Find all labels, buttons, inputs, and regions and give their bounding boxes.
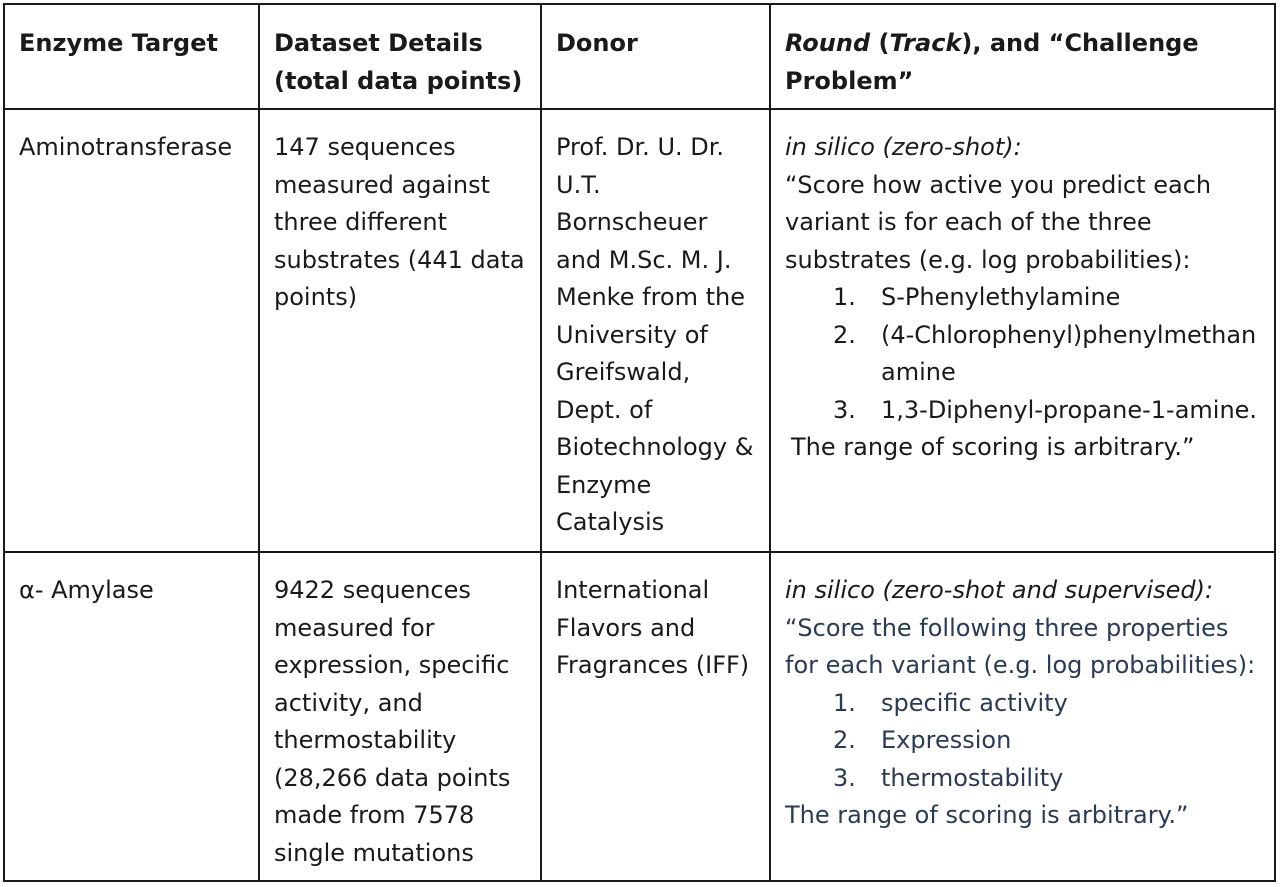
enzyme-cell [4,109,259,552]
list-item [785,722,1262,760]
list-number: 1. [833,283,856,311]
challenge-content [771,110,1274,475]
challenge-table [3,3,1276,882]
list-text: S-Phenylethylamine [881,283,1121,311]
list-item [785,279,1262,317]
challenge-intro: “Score how active you predict each variant is for each of the three substrates (e.g. log probabilities): [785,170,1212,274]
details-cell [259,552,541,881]
header-donor [541,4,770,109]
property-list [785,685,1262,798]
header-dataset-details-text: Dataset Details (total data points) [274,29,523,95]
header-challenge-problem: ), and “Challenge Problem” [785,29,1199,95]
list-number: 3. [833,763,856,792]
header-enzyme-target [4,4,259,109]
enzyme-name: Aminotransferase [19,133,233,161]
table-row [4,552,1275,881]
challenge-intro: “Score the following three properties for each variant (e.g. log probabilities): [785,613,1256,679]
enzyme-cell [4,552,259,881]
header-round-track-text [771,5,1274,108]
enzyme-name: α- Amylase [19,576,154,604]
challenge-closing: The range of scoring is arbitrary.” [785,801,1189,829]
list-text: 1,3-Diphenyl-propane-1-amine. [881,395,1258,424]
list-number: 1. [833,688,856,717]
list-text: Expression [881,726,1012,754]
challenge-closing: The range of scoring is arbitrary.” [791,433,1195,461]
list-number: 2. [833,320,856,349]
list-number: 2. [833,726,856,754]
header-round-track [770,4,1275,109]
header-track-word: Track [889,29,962,57]
list-text: specific activity [881,688,1068,717]
header-dataset-details [259,4,541,109]
header-round-word: Round [785,29,871,57]
track-label: in silico (zero-shot): [785,133,1022,161]
list-item [785,392,1262,430]
list-text: (4-Chlorophenyl)phenylmethanamine [881,320,1257,386]
list-item [785,317,1262,392]
dataset-details: 147 sequences measured against three different substrates (441 data points) [274,133,525,311]
challenge-cell [770,552,1275,881]
dataset-details: 9422 sequences measured for expression, specific activity, and thermostability (28,266 data points made from 7578 single mutations [274,576,511,867]
donor-name: Prof. Dr. U. Dr. U.T. Bornscheuer and M.Sc. M. J. Menke from the University of Greifswald, Dept. of Biotechnology & Enzyme Catalysis [556,133,754,536]
table-row [4,109,1275,552]
track-label: in silico (zero-shot and supervised): [785,576,1214,604]
substrate-list [785,279,1262,429]
donor-cell [541,552,770,881]
donor-name: International Flavors and Fragrances (IFF) [556,576,750,679]
list-number: 3. [833,395,856,424]
header-row [4,4,1275,109]
challenge-cell [770,109,1275,552]
header-open-paren: ( [870,29,890,57]
challenge-content [771,553,1274,843]
list-item [785,685,1262,723]
header-donor-text: Donor [556,29,638,57]
donor-cell [541,109,770,552]
header-enzyme-target-text: Enzyme Target [19,29,218,57]
list-item [785,760,1262,798]
list-text: thermostability [881,763,1064,792]
details-cell [259,109,541,552]
